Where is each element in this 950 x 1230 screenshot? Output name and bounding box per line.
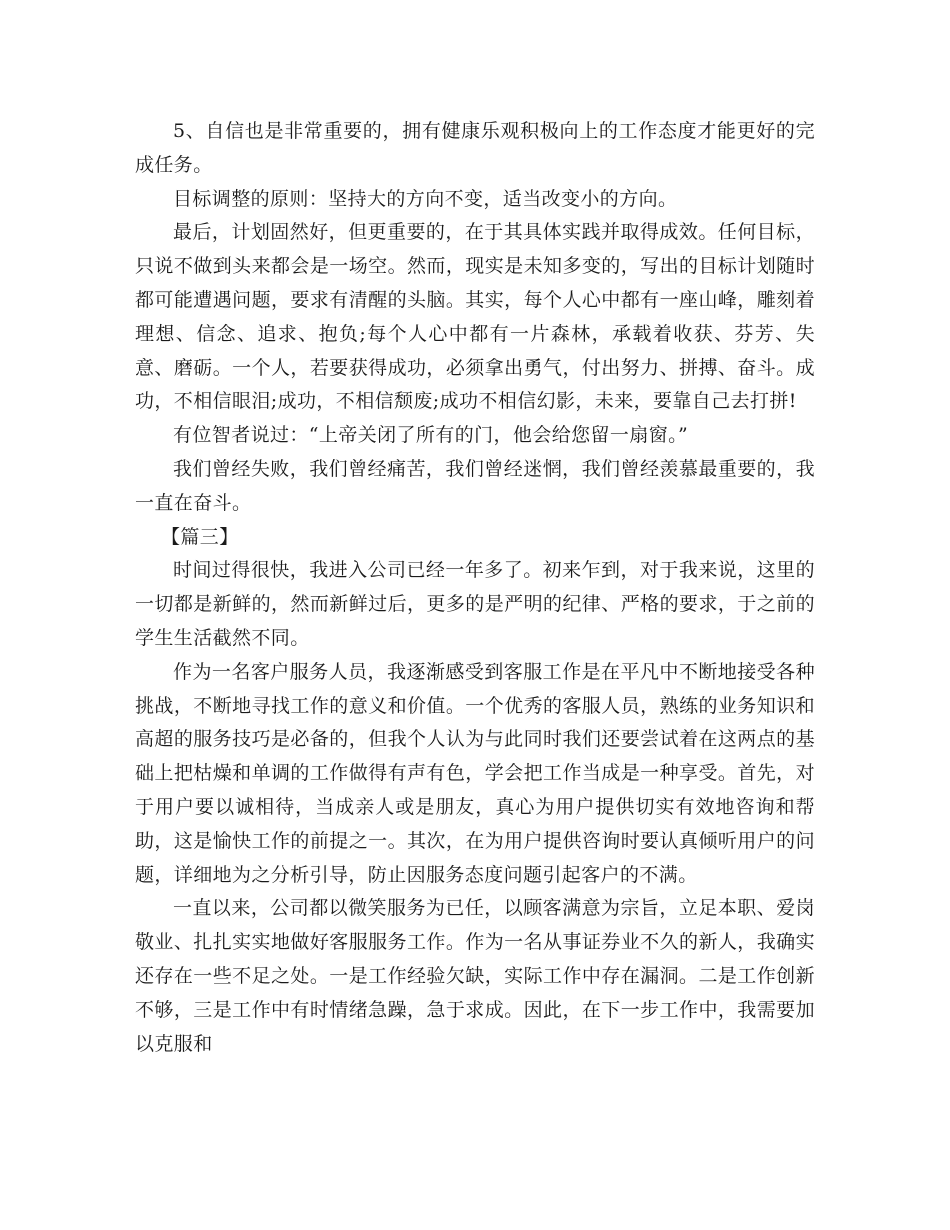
paragraph-shortcomings: 一直以来，公司都以微笑服务为已任，以顾客满意为宗旨，立足本职、爱岗敬业、扎扎实实地做好客服服务工作。作为一名从事证券业不久的新人，我确实还存在一些不足之处。一是工作经验欠缺，实际工作中存在漏洞。二是工作创新不够，三是工作中有时情绪急躁，急于求成。因此，在下一步工作中，我需要加以克服和 xyxy=(135,897,815,1055)
document-body xyxy=(135,115,815,1061)
paragraph-quote: 有位智者说过：“上帝关闭了所有的门，他会给您留一扇窗。” xyxy=(173,424,689,447)
paragraph-goal-adjustment: 目标调整的原则：坚持大的方向不变，适当改变小的方向。 xyxy=(173,187,678,210)
paragraph-conclusion: 最后，计划固然好，但更重要的，在于其具体实践并取得成效。任何目标，只说不做到头来都会是一场空。然而，现实是未知多变的，写出的目标计划随时都可能遭遇问题，要求有清醒的头脑。其实，每个人心中都有一座山峰，雕刻着理想、信念、追求、抱负;每个人心中都有一片森林，承载着收获、芬芳、失意、磨砺。一个人，若要获得成功，必须拿出勇气，付出努力、拼搏、奋斗。成功，不相信眼泪;成功，不相信颓废;成功不相信幻影，未来，要靠自己去打拼! xyxy=(135,221,815,413)
paragraph-customer-service: 作为一名客户服务人员，我逐渐感受到客服工作是在平凡中不断地接受各种挑战，不断地寻找工作的意义和价值。一个优秀的客服人员，熟练的业务知识和高超的服务技巧是必备的，但我个人认为与此同时我们还要尝试着在这两点的基础上把枯燥和单调的工作做得有声有色，学会把工作当成是一种享受。首先，对于用户要以诚相待，当成亲人或是朋友，真心为用户提供切实有效地咨询和帮助，这是愉快工作的前提之一。其次，在为用户提供咨询时要认真倾听用户的问题，详细地为之分析引导，防止因服务态度问题引起客户的不满。 xyxy=(135,660,815,886)
paragraph-time-passes: 时间过得很快，我进入公司已经一年多了。初来乍到，对于我来说，这里的一切都是新鲜的，然而新鲜过后，更多的是严明的纪律、严格的要求，于之前的学生生活截然不同。 xyxy=(135,559,815,649)
paragraph-struggle: 我们曾经失败，我们曾经痛苦，我们曾经迷惘，我们曾经羡慕最重要的，我一直在奋斗。 xyxy=(135,457,815,514)
paragraph-confidence: 5、自信也是非常重要的，拥有健康乐观积极向上的工作态度才能更好的完成任务。 xyxy=(135,120,815,176)
section-heading: 【篇三】 xyxy=(161,525,239,548)
